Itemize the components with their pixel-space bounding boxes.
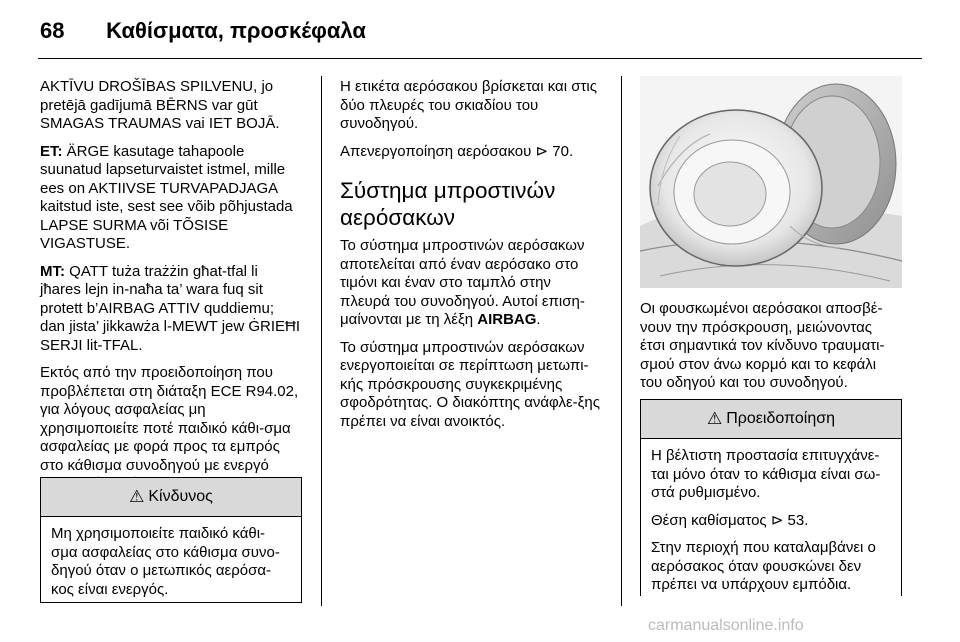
column-divider-1 xyxy=(321,76,322,606)
warning-box-body xyxy=(641,439,901,610)
page-number: 68 xyxy=(40,18,65,43)
airbag-word: AIRBAG xyxy=(477,311,537,328)
column-divider-2 xyxy=(621,76,622,606)
page-ref-arrow-icon: ⊳ xyxy=(535,142,549,160)
danger-box-body xyxy=(41,517,301,614)
watermark: carmanualsonline.info xyxy=(648,617,804,634)
column-2 xyxy=(340,78,604,440)
warning-text-mt xyxy=(40,263,302,356)
warning-body-mt: QATT tuża trażżin għat-tfal li jħares lejn in-naħa ta’ wara fuq sit protett b’AIRBAG ATTIV quddiemu; dan jista’ jikkawża l-MEWT jew ĠRIEĦI SERJI lit-TFAL. xyxy=(40,262,301,354)
page-title: Καθίσματα, προσκέφαλα xyxy=(106,18,366,43)
warning-box-text-1: Η βέλτιστη προστασία επιτυγχάνε-ται μόνο όταν το κάθισμα είναι σω-στά ρυθμισμένο. xyxy=(651,447,881,501)
page-ref-link[interactable]: 70. xyxy=(548,142,574,160)
danger-box-text: Μη χρησιμοποιείτε παιδικό κάθι-σμα ασφαλείας στο κάθισμα συνο-δηγού όταν ο μετωπικός αερόσα-κος είναι ενεργός. xyxy=(51,525,280,598)
column-3 xyxy=(640,300,900,402)
page-header xyxy=(40,18,366,44)
warning-text-et xyxy=(40,143,302,254)
warning-triangle-icon: ⚠ xyxy=(129,487,145,506)
warning-box-title: Προειδοποίηση xyxy=(726,410,835,427)
front-airbag-activation: Το σύστημα μπροστινών αερόσακων ενεργοποιείται σε περίπτωση μετωπι-κής πρόσκρουσης συγκεκριμένης σφοδρότητας. Ο διακόπτης ανάφλε-ξης πρέπει να είναι ανοικτός. xyxy=(340,338,600,430)
lang-code-mt: MT: xyxy=(40,262,65,280)
lang-code-et: ET: xyxy=(40,142,63,160)
header-divider xyxy=(38,58,922,59)
danger-box xyxy=(40,477,302,603)
warning-triangle-icon: ⚠ xyxy=(706,409,723,428)
warning-body-et: ÄRGE kasutage tahapoole suunatud lapseturvaistet istmel, mille ees on AKTIIVSE TURVAPADJAGA kaitstud iste, sest see võib põhjustada LAPSE SURMA või TÕSISE VIGASTUSE. xyxy=(40,142,293,252)
ece-paragraph: Εκτός από την προειδοποίηση που προβλέπεται στη διάταξη ECE R94.02, για λόγους ασφαλείας μη χρησιμοποιείτε ποτέ παιδικό κάθι-σμα ασφαλείας με φορά προς τα εμπρός στο κάθισμα συνοδηγού με ενεργό xyxy=(40,364,299,474)
page-ref-arrow-icon: ⊳ xyxy=(770,511,784,529)
danger-box-title: Κίνδυνος xyxy=(148,488,213,505)
airbag-deactivation-ref: Απενεργοποίηση αερόσακου ⊳ 70. xyxy=(340,142,574,160)
warning-box-seat-ref: Θέση καθίσματος ⊳ 53. xyxy=(651,511,809,529)
page-ref-link[interactable]: 53. xyxy=(783,511,809,529)
warning-box-text-3: Στην περιοχή που καταλαμβάνει ο αερόσακος όταν φουσκώνει δεν πρέπει να υπάρχουν εμπόδια. xyxy=(651,539,876,593)
section-heading: Σύστημα μπροστινών αερόσακων xyxy=(340,178,556,230)
danger-box-header xyxy=(41,478,301,517)
airbag-label-text: Η ετικέτα αερόσακου βρίσκεται και στις δύο πλευρές του σκιαδίου του συνοδηγού. xyxy=(340,78,597,132)
warning-box-header xyxy=(641,400,901,439)
front-airbag-description: Το σύστημα μπροστινών αερόσακων αποτελείται από έναν αερόσακο στο τιμόνι και έναν στο ταμπλό στην πλευρά του συνοδηγού. Αυτοί επιση-μαίνονται με τη λέξη AIRBAG. xyxy=(340,237,585,328)
illustration-caption: Οι φουσκωμένοι αερόσακοι αποσβέ-νουν την πρόσκρουση, μειώνοντας έτσι σημαντικά τον κίνδυνο τραυματι-σμού στον άνω κορμό και το κεφάλι του οδηγού και του συνοδηγού. xyxy=(640,300,885,391)
column-1 xyxy=(40,78,302,503)
airbag-illustration xyxy=(640,76,902,288)
warning-text-lv: AKTĪVU DROŠĪBAS SPILVENU, jo pretējā gadījumā BĒRNS var gūt SMAGAS TRAUMAS vai IET BOJĀ. xyxy=(40,78,280,132)
warning-box xyxy=(640,399,902,596)
